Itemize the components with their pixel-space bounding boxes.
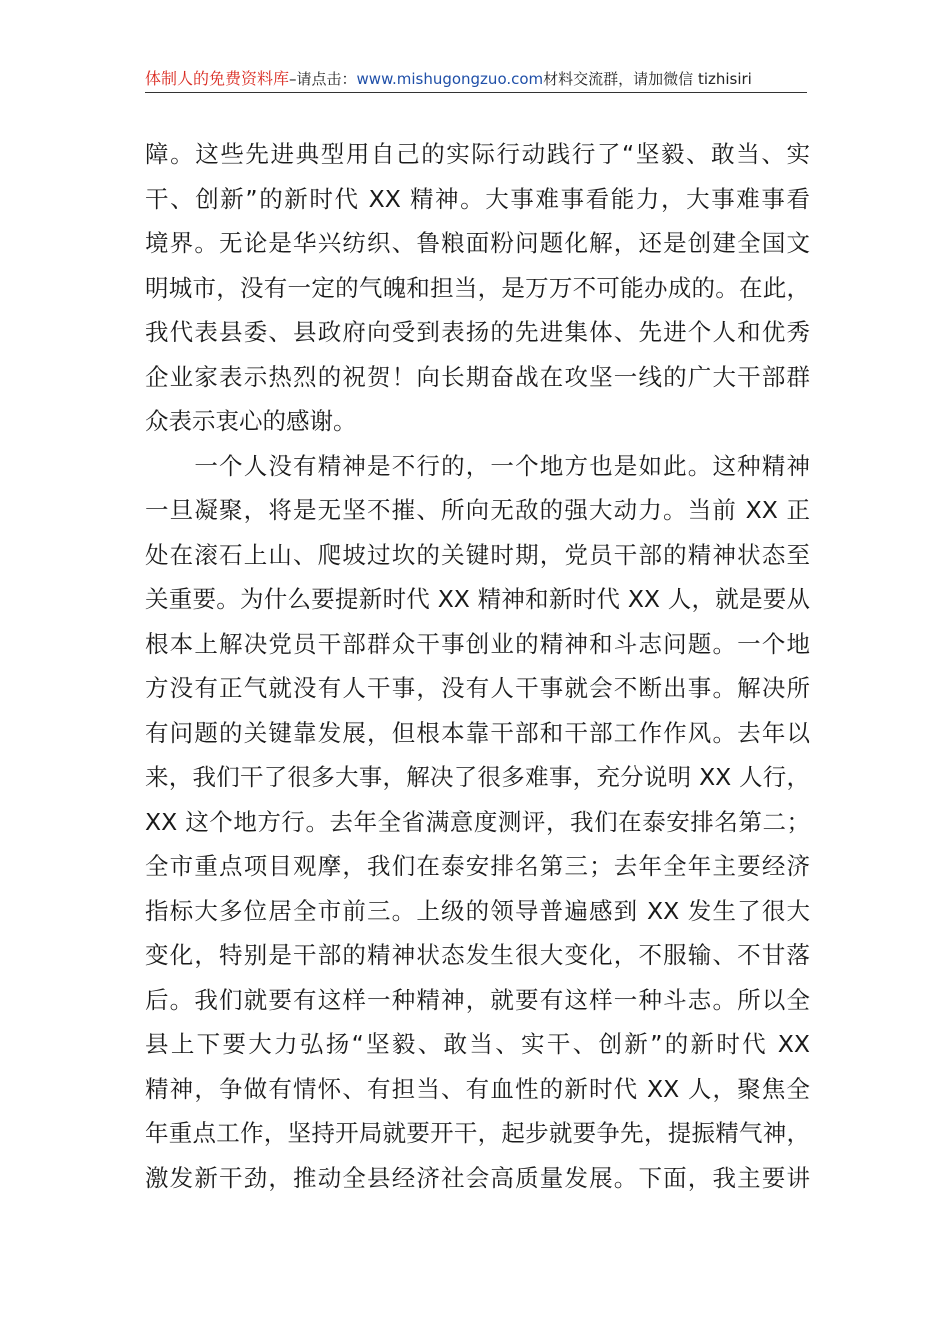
text-line: 一旦凝聚，将是无坚不摧、所向无敌的强大动力。当前 XX 正 — [145, 496, 810, 524]
header-website-link[interactable]: www.mishugongzuo.com — [356, 70, 544, 88]
header-lead-text: –请点击： — [289, 70, 357, 88]
page-header — [145, 68, 807, 93]
paragraph-1 — [145, 132, 810, 444]
text-line: 企业家表示热烈的祝贺！向长期奋战在攻坚一线的广大干部群 — [145, 362, 810, 391]
text-line: 有问题的关键靠发展，但根本靠干部和干部工作作风。去年以 — [145, 718, 810, 747]
text-line: 县上下要大力弘扬“坚毅、敢当、实干、创新”的新时代 XX — [145, 1030, 810, 1058]
text-line: 后。我们就要有这样一种精神，就要有这样一种斗志。所以全 — [145, 985, 810, 1014]
document-body — [145, 132, 810, 1200]
text-line: 处在滚石上山、爬坡过坎的关键时期，党员干部的精神状态至 — [145, 540, 810, 569]
text-line: 激发新干劲，推动全县经济社会高质量发展。下面，我主要讲 — [145, 1163, 810, 1192]
header-brand: 体制人的免费资料库 — [145, 69, 290, 88]
text-line: 明城市，没有一定的气魄和担当，是万万不可能办成的。在此， — [145, 273, 810, 302]
text-line: 全市重点项目观摩，我们在泰安排名第三；去年全年主要经济 — [145, 852, 810, 880]
text-line: 精神，争做有情怀、有担当、有血性的新时代 XX 人，聚焦全 — [145, 1074, 810, 1103]
text-line: XX 这个地方行。去年全省满意度测评，我们在泰安排名第二； — [145, 807, 810, 836]
text-line: 境界。无论是华兴纺织、鲁粮面粉问题化解，还是创建全国文 — [145, 229, 810, 257]
text-line: 根本上解决党员干部群众干事创业的精神和斗志问题。一个地 — [145, 629, 810, 658]
text-line: 变化，特别是干部的精神状态发生很大变化，不服输、不甘落 — [145, 941, 810, 969]
text-line: 一个人没有精神是不行的，一个地方也是如此。这种精神 — [145, 451, 810, 480]
text-line: 干、创新”的新时代 XX 精神。大事难事看能力，大事难事看 — [145, 184, 810, 213]
paragraph-2 — [145, 444, 810, 1201]
text-line: 指标大多位居全市前三。上级的领导普遍感到 XX 发生了很大 — [145, 896, 810, 925]
text-line: 来，我们干了很多大事，解决了很多难事，充分说明 XX 人行， — [145, 763, 810, 791]
text-line: 关重要。为什么要提新时代 XX 精神和新时代 XX 人，就是要从 — [145, 585, 810, 613]
text-line: 我代表县委、县政府向受到表扬的先进集体、先进个人和优秀 — [145, 318, 810, 346]
header-wechat-text: 材料交流群，请加微信 tizhisiri — [543, 70, 752, 88]
text-line: 年重点工作，坚持开局就要开干，起步就要争先，提振精气神， — [145, 1119, 810, 1147]
text-line: 方没有正气就没有人干事，没有人干事就会不断出事。解决所 — [145, 674, 810, 702]
text-line: 障。这些先进典型用自己的实际行动践行了“坚毅、敢当、实 — [145, 140, 810, 168]
text-line: 众表示衷心的感谢。 — [145, 407, 357, 435]
